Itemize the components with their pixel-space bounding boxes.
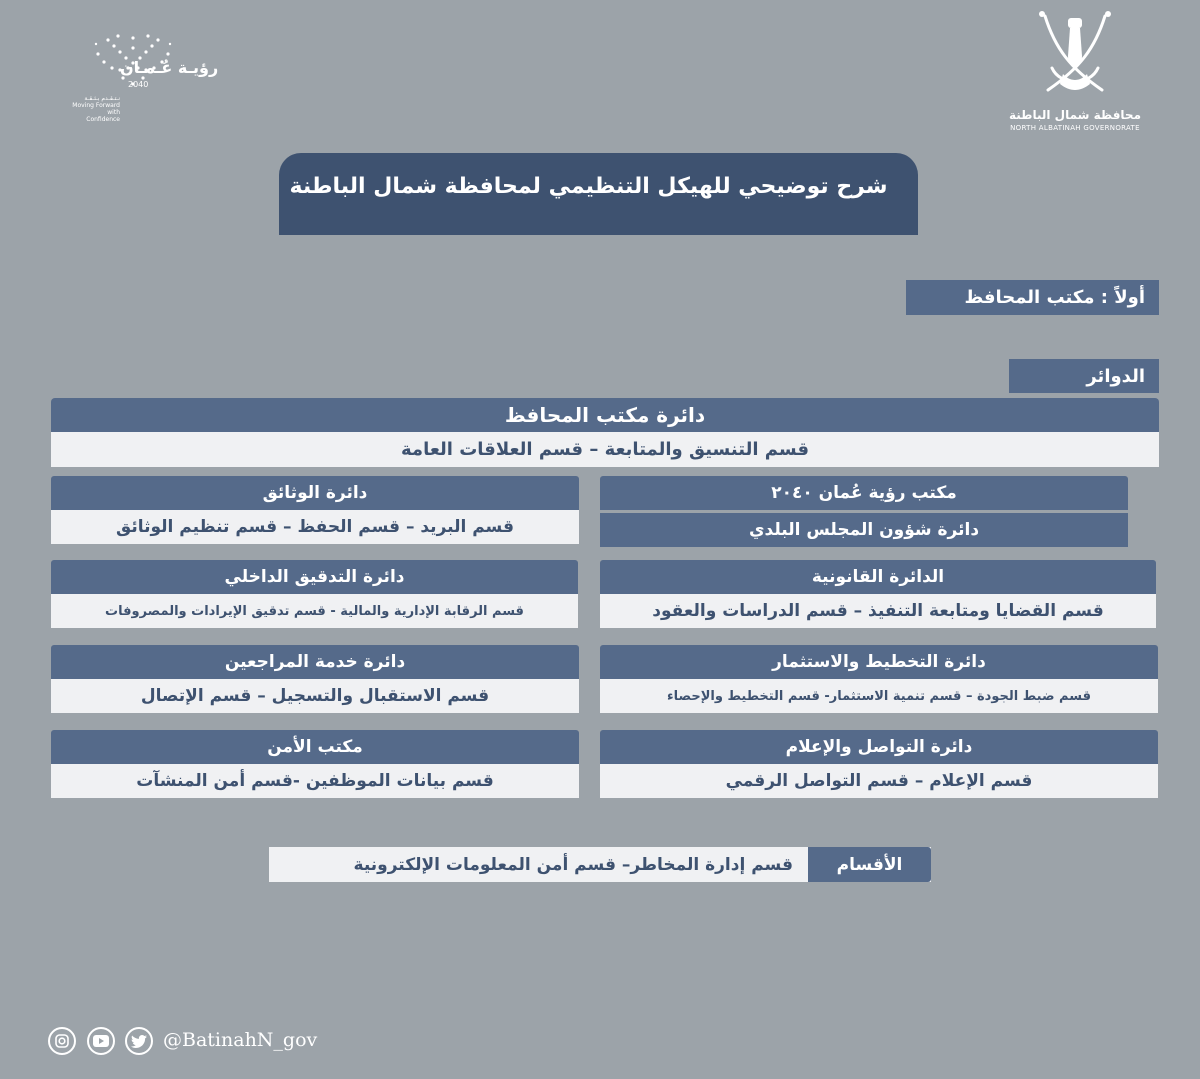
dept-head: الدائرة القانونية (600, 560, 1156, 594)
dept-head: دائرة التدقيق الداخلي (51, 560, 578, 594)
departments-label: الدوائر (1009, 359, 1159, 393)
vision-title-ar: رؤيـة عُـمـان (120, 58, 219, 77)
title-banner (279, 153, 918, 235)
instagram-icon[interactable] (48, 1027, 76, 1055)
dept-sections: قسم الاستقبال والتسجيل – قسم الإتصال (51, 679, 579, 713)
dept-sections: قسم الإعلام – قسم التواصل الرقمي (600, 764, 1158, 798)
dept-head: دائرة التخطيط والاستثمار (600, 645, 1158, 679)
dept-head: دائرة الوثائق (51, 476, 579, 510)
sections-label: الأقسام (808, 847, 931, 882)
dept-sections: قسم بيانات الموظفين -قسم أمن المنشآت (51, 764, 579, 798)
dept-head: مكتب رؤية عُمان ٢٠٤٠ (600, 476, 1128, 510)
dept-head: مكتب الأمن (51, 730, 579, 764)
governor-office-head: دائرة مكتب المحافظ (51, 398, 1159, 432)
twitter-icon[interactable] (125, 1027, 153, 1055)
dept-head: دائرة التواصل والإعلام (600, 730, 1158, 764)
vision-tagline-ar: نـتـقـدم بـثـقـة (84, 95, 120, 102)
page-title: شرح توضيحي للهيكل التنظيمي لمحافظة شمال الباطنة (289, 173, 888, 199)
first-label: أولاً : مكتب المحافظ (906, 280, 1159, 315)
sections-value: قسم إدارة المخاطر– قسم أمن المعلومات الإلكترونية (269, 847, 931, 882)
vision-year: 2040 (128, 80, 149, 89)
dept-card-left-3 (51, 645, 579, 713)
dept-card-left-1 (51, 476, 579, 544)
khanjar-emblem-icon (1030, 8, 1120, 106)
dept-card-right-3 (600, 645, 1158, 713)
social-handle[interactable]: @BatinahN_gov (163, 1029, 318, 1051)
dept-sections: قسم القضايا ومتابعة التنفيذ – قسم الدراسات والعقود (600, 594, 1156, 628)
dept-head: دائرة خدمة المراجعين (51, 645, 579, 679)
governorate-name-ar: محافظة شمال الباطنة (1008, 108, 1142, 122)
vision-tagline-en-2: with Confidence (86, 109, 120, 123)
governor-office-sections: قسم التنسيق والمتابعة – قسم العلاقات العامة (51, 432, 1159, 467)
dept-card-right-4 (600, 730, 1158, 798)
dept-sections: دائرة شؤون المجلس البلدي (600, 513, 1128, 547)
dept-sections: قسم الرقابة الإدارية والمالية - قسم تدقيق الإيرادات والمصروفات (51, 594, 578, 628)
dept-sections: قسم البريد – قسم الحفظ – قسم تنظيم الوثائق (51, 510, 579, 544)
dept-card-right-1 (600, 476, 1128, 547)
dept-card-left-2 (51, 560, 578, 628)
vision-tagline (72, 95, 120, 123)
dept-sections: قسم ضبط الجودة – قسم تنمية الاستثمار- قسم التخطيط والإحصاء (600, 679, 1158, 713)
vision-tagline-en-1: Moving Forward (72, 102, 120, 109)
dept-card-left-4 (51, 730, 579, 798)
dept-card-right-2 (600, 560, 1156, 628)
governorate-name-en: NORTH ALBATINAH GOVERNORATE (1010, 124, 1140, 132)
governorate-emblem (1000, 8, 1150, 143)
youtube-icon[interactable] (87, 1027, 115, 1055)
